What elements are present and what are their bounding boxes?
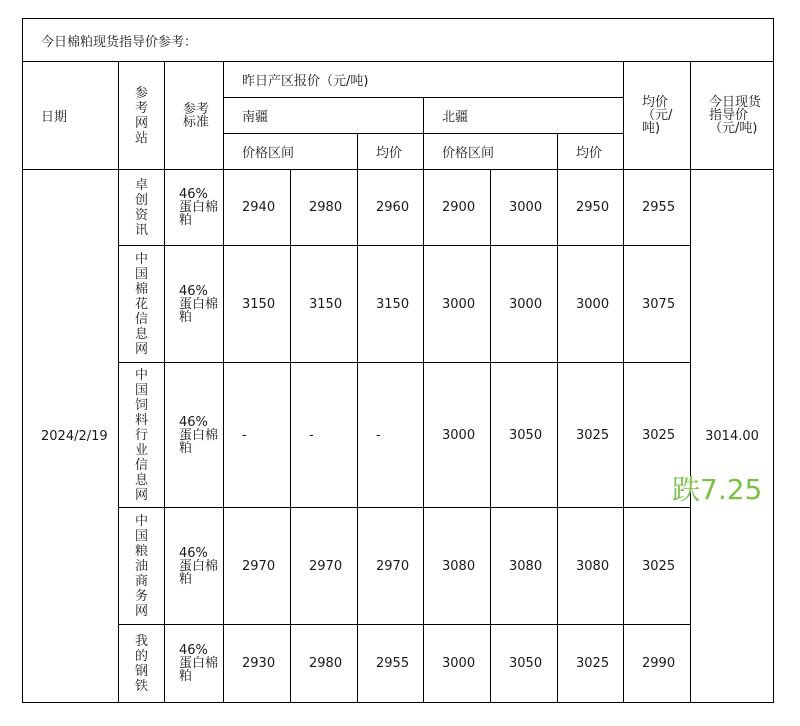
south-high-cell: 2980 [291,170,358,246]
south-low-cell: 3150 [224,246,291,363]
north-low-cell: 3000 [424,625,491,703]
site-cell: 我的钢铁 [119,625,165,703]
standard-cell: 46%蛋白棉粕 [165,508,224,625]
south-high-cell: 2980 [291,625,358,703]
south-avg-cell: 2960 [358,170,424,246]
north-high-cell: 3000 [491,170,558,246]
avg-cell: 2955 [624,170,691,246]
north-low-cell: 2900 [424,170,491,246]
south-avg-cell: 2970 [358,508,424,625]
avg-cell: 3025 [624,363,691,508]
header-north: 北疆 [424,98,624,134]
north-high-cell: 3000 [491,246,558,363]
today-guide-cell: 3014.00 [691,170,774,703]
north-avg-cell: 2950 [558,170,624,246]
table-row [23,508,774,625]
standard-cell: 46%蛋白棉粕 [165,246,224,363]
south-high-cell: 2970 [291,508,358,625]
north-low-cell: 3000 [424,363,491,508]
table-row [23,363,774,508]
south-low-cell: 2940 [224,170,291,246]
north-avg-cell: 3025 [558,363,624,508]
south-low-cell: 2930 [224,625,291,703]
south-low-cell: 2970 [224,508,291,625]
south-high-cell: 3150 [291,246,358,363]
north-avg-cell: 3000 [558,246,624,363]
header-south-avg: 均价 [358,134,424,170]
table-row [23,246,774,363]
south-avg-cell: - [358,363,424,508]
standard-cell: 46%蛋白棉粕 [165,363,224,508]
table-caption: 今日棉粕现货指导价参考： [23,19,774,62]
north-avg-cell: 3025 [558,625,624,703]
south-low-cell: - [224,363,291,508]
north-avg-cell: 3080 [558,508,624,625]
table-row [23,170,774,246]
header-site: 参考网站 [119,62,165,170]
date-cell: 2024/2/19 [23,170,119,703]
header-today-guide: 今日现货指导价（元/吨) [691,62,774,170]
header-yesterday-quote: 昨日产区报价（元/吨) [224,62,624,98]
site-cell: 中国粮油商务网 [119,508,165,625]
avg-cell: 3025 [624,508,691,625]
north-high-cell: 3080 [491,508,558,625]
header-north-price-range: 价格区间 [424,134,558,170]
north-low-cell: 3080 [424,508,491,625]
price-table [22,18,774,703]
table-row [23,625,774,703]
header-standard: 参考标准 [165,62,224,170]
header-date: 日期 [23,62,119,170]
header-north-avg: 均价 [558,134,624,170]
avg-cell: 3075 [624,246,691,363]
header-overall-avg: 均价（元/吨) [624,62,691,170]
avg-cell: 2990 [624,625,691,703]
site-cell: 中国棉花信息网 [119,246,165,363]
price-drop-stamp: 跌7.25 [672,473,763,506]
south-high-cell: - [291,363,358,508]
south-avg-cell: 3150 [358,246,424,363]
site-cell: 卓创资讯 [119,170,165,246]
north-low-cell: 3000 [424,246,491,363]
header-south-price-range: 价格区间 [224,134,358,170]
site-cell: 中国饲料行业信息网 [119,363,165,508]
standard-cell: 46%蛋白棉粕 [165,170,224,246]
north-high-cell: 3050 [491,363,558,508]
standard-cell: 46%蛋白棉粕 [165,625,224,703]
header-south: 南疆 [224,98,424,134]
south-avg-cell: 2955 [358,625,424,703]
north-high-cell: 3050 [491,625,558,703]
